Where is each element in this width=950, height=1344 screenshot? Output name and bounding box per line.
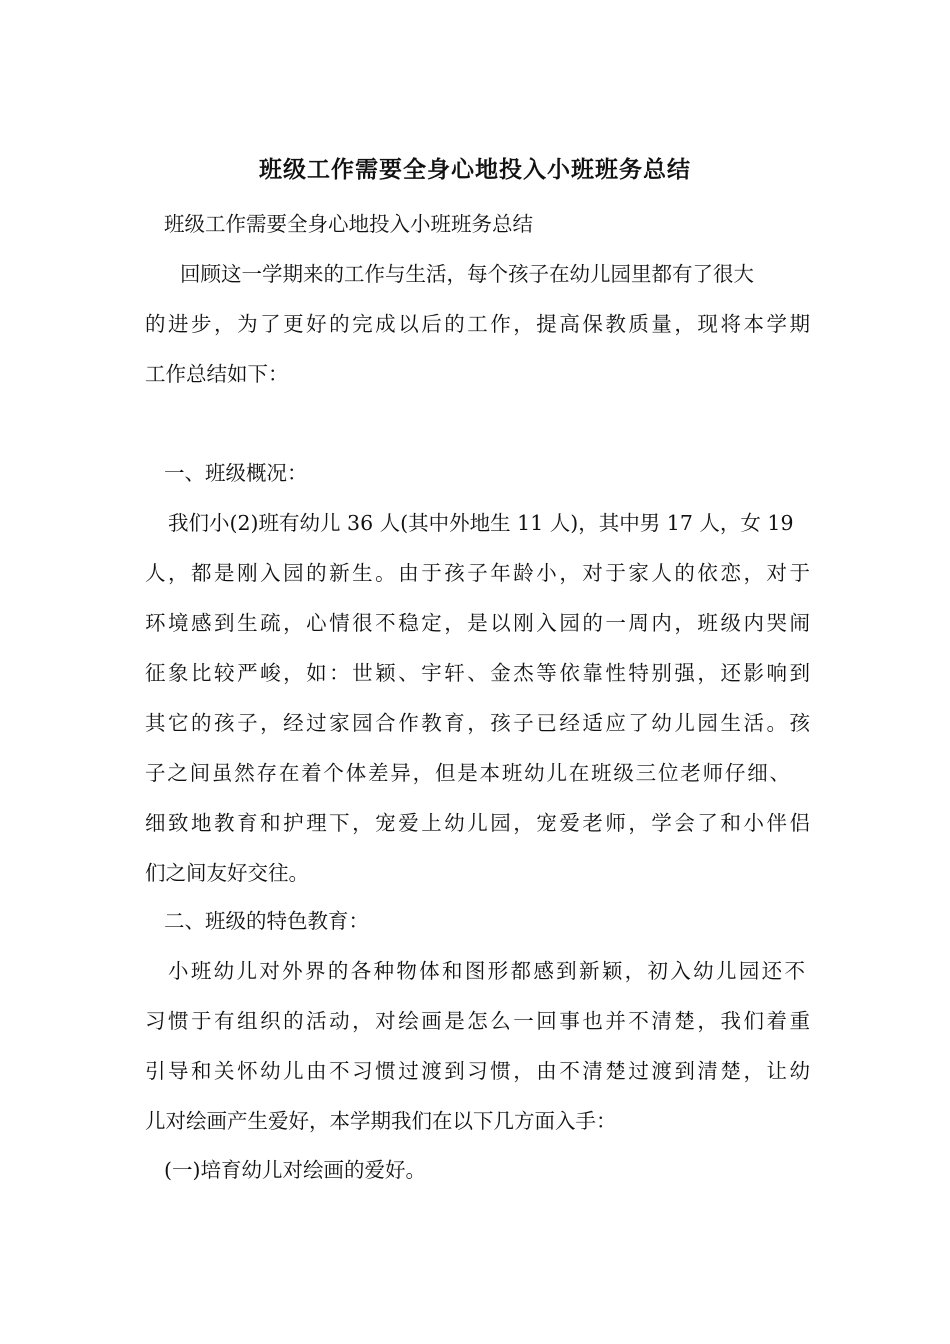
section1-line-2: 人，都是刚入园的新生。由于孩子年龄小，对于家人的依恋，对于 bbox=[145, 561, 810, 585]
section2-heading: 二、班级的特色教育： bbox=[164, 909, 369, 933]
section2-line-3: 引导和关怀幼儿由不习惯过渡到习惯，由不清楚过渡到清楚，让幼 bbox=[145, 1059, 810, 1083]
section1-line-3: 环境感到生疏，心情很不稳定，是以刚入园的一周内，班级内哭闹 bbox=[145, 611, 810, 635]
document-subtitle: 班级工作需要全身心地投入小班班务总结 bbox=[164, 212, 533, 236]
section1-line-7: 细致地教育和护理下，宠爱上幼儿园，宠爱老师，学会了和小伴侣 bbox=[145, 811, 810, 835]
section2-line-2: 习惯于有组织的活动，对绘画是怎么一回事也并不清楚，我们着重 bbox=[145, 1009, 810, 1033]
subsection1-heading: (一)培育幼儿对绘画的爱好。 bbox=[164, 1158, 426, 1182]
section1-line-5: 其它的孩子，经过家园合作教育，孩子已经适应了幼儿园生活。孩 bbox=[145, 711, 810, 735]
section2-line-4: 儿对绘画产生爱好，本学期我们在以下几方面入手： bbox=[145, 1109, 617, 1133]
document-title: 班级工作需要全身心地投入小班班务总结 bbox=[259, 156, 691, 183]
intro-line-1: 回顾这一学期来的工作与生活，每个孩子在幼儿园里都有了很大 bbox=[180, 262, 754, 286]
section1-line-1: 我们小(2)班有幼儿 36 人(其中外地生 11 人)，其中男 17 人，女 19 bbox=[168, 511, 794, 535]
section1-line-8: 们之间友好交往。 bbox=[145, 861, 309, 885]
section1-line-4: 征象比较严峻，如：世颖、宇轩、金杰等依靠性特别强，还影响到 bbox=[145, 661, 810, 685]
section1-heading: 一、班级概况： bbox=[164, 461, 308, 485]
section2-line-1: 小班幼儿对外界的各种物体和图形都感到新颖，初入幼儿园还不 bbox=[168, 959, 805, 983]
section1-line-6: 子之间虽然存在着个体差异，但是本班幼儿在班级三位老师仔细、 bbox=[145, 761, 790, 785]
intro-line-3: 工作总结如下： bbox=[145, 362, 289, 386]
intro-line-2: 的进步，为了更好的完成以后的工作，提高保教质量，现将本学期 bbox=[145, 312, 810, 336]
